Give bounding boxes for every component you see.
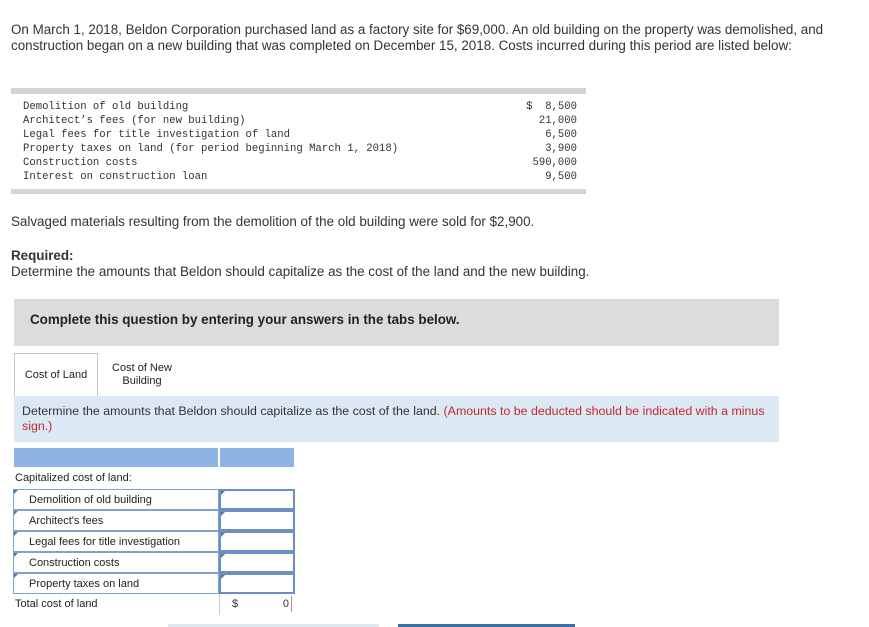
answer-table-header	[13, 447, 295, 468]
cost-row	[23, 170, 577, 184]
instruction-banner	[14, 299, 779, 346]
cost-listing-table	[11, 88, 586, 194]
cost-amount: $ 8,500	[526, 101, 577, 113]
cost-row	[23, 100, 577, 114]
answer-row	[13, 552, 295, 573]
answer-label-select[interactable]: Property taxes on land	[13, 573, 219, 594]
cost-row	[23, 114, 577, 128]
tab-instruction	[14, 396, 779, 442]
answer-amount-input[interactable]	[219, 573, 295, 594]
required-heading: Required:	[11, 248, 74, 263]
total-value-cell	[219, 594, 295, 615]
cost-label: Interest on construction loan	[23, 171, 208, 183]
section-row	[13, 468, 295, 489]
cost-label: Legal fees for title investigation of land	[23, 129, 291, 141]
cost-amount: 9,500	[545, 171, 577, 183]
cost-amount: 21,000	[538, 115, 577, 127]
tab-label: Cost of Land	[24, 368, 88, 381]
cost-amount: 6,500	[545, 129, 577, 141]
answer-row	[13, 489, 295, 510]
currency-symbol: $	[232, 598, 239, 610]
instruction-text: Determine the amounts that Beldon should capitalize as the cost of the land.	[22, 404, 444, 418]
tab-cost-of-land[interactable]	[14, 353, 98, 396]
cost-label: Demolition of old building	[23, 101, 189, 113]
cost-label: Construction costs	[23, 157, 138, 169]
answer-label-select[interactable]: Legal fees for title investigation	[13, 531, 219, 552]
cost-row	[23, 142, 577, 156]
banner-text: Complete this question by entering your answers in the tabs below.	[30, 312, 460, 327]
salvage-note: Salvaged materials resulting from the demolition of the old building were sold for $2,900.	[11, 214, 535, 229]
section-label: Capitalized cost of land:	[15, 472, 132, 484]
total-value: 0	[282, 598, 289, 610]
answer-row	[13, 510, 295, 531]
answer-label-select[interactable]: Architect's fees	[13, 510, 219, 531]
required-text: Determine the amounts that Beldon should capitalize as the cost of the land and the new building.	[11, 264, 590, 279]
total-row	[13, 594, 295, 615]
tab-label: Cost of New Building	[112, 361, 172, 387]
tab-cost-of-new-building[interactable]	[100, 353, 184, 396]
answer-label-select[interactable]: Demolition of old building	[13, 489, 219, 510]
cost-amount: 3,900	[545, 143, 577, 155]
answer-row	[13, 531, 295, 552]
cost-row	[23, 128, 577, 142]
cost-label: Property taxes on land (for period beginning March 1, 2018)	[23, 143, 399, 155]
cost-amount: 590,000	[532, 157, 577, 169]
cost-label: Architect’s fees (for new building)	[23, 115, 246, 127]
instruction-hint: (Amounts to be deducted should be indicated with a minus sign.)	[22, 404, 765, 433]
answer-label-select[interactable]: Construction costs	[13, 552, 219, 573]
empty-cell	[219, 468, 295, 489]
header-cell	[13, 447, 219, 468]
answer-row	[13, 573, 295, 594]
answer-amount-input[interactable]	[219, 489, 295, 510]
answer-table	[13, 447, 295, 615]
total-label: Total cost of land	[15, 598, 98, 610]
cost-row	[23, 156, 577, 170]
problem-intro: On March 1, 2018, Beldon Corporation purchased land as a factory site for $69,000. An old building on the property was demolished, and construction began on a new building that was completed on December 15, 2018. Costs incurred during this period are listed below:	[11, 22, 824, 53]
answer-amount-input[interactable]	[219, 510, 295, 531]
header-cell	[219, 447, 295, 468]
answer-amount-input[interactable]	[219, 552, 295, 573]
answer-amount-input[interactable]	[219, 531, 295, 552]
